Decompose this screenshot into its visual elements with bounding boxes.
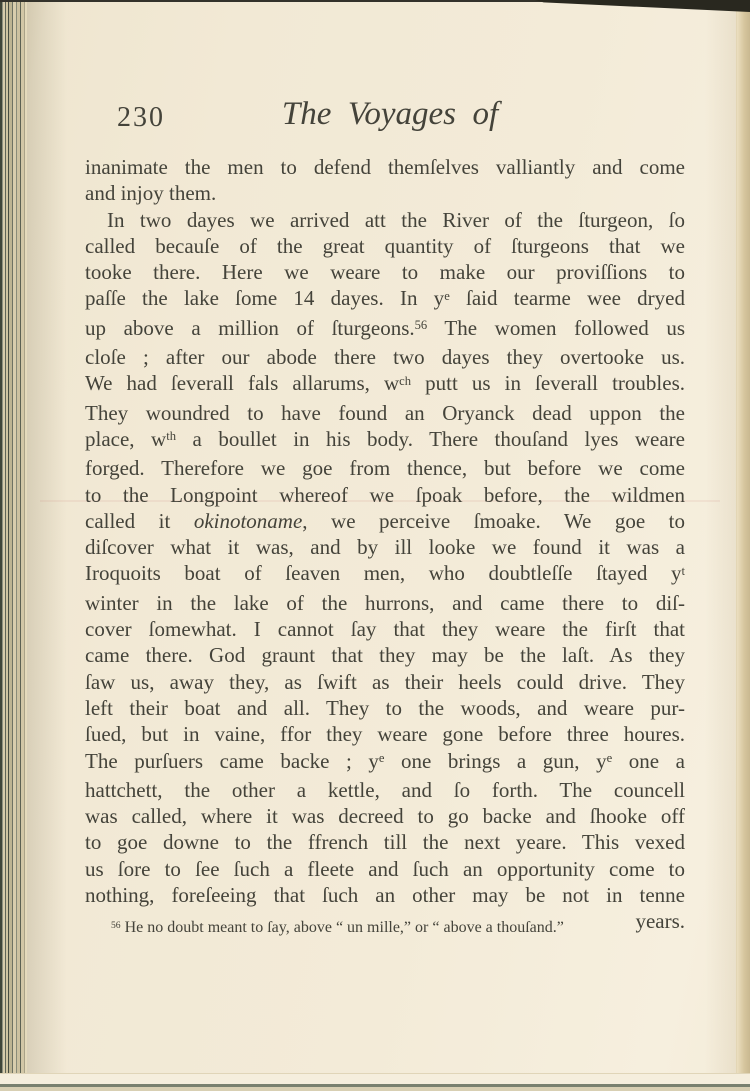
bottom-page-edge-stack: [0, 1087, 750, 1091]
text-line: to the Longpoint whereof we ſpoak before, the wildmen: [85, 482, 685, 507]
text-line: nothing, foreſeeing that ſuch an other may be not in tenne: [85, 883, 685, 908]
binding-edge: [0, 0, 27, 1084]
text-line: called becauſe of the great quantity of ſturgeons that we: [85, 233, 685, 258]
text-line: called it okinotoname, we perceive ſmoake. We goe to: [85, 508, 685, 533]
running-title: The Voyages of: [281, 96, 499, 132]
text-line: was called, where it was decreed to go backe and ſhooke off: [85, 804, 685, 829]
right-page-edge: [736, 0, 750, 1084]
text-line: place, $w^{th}$ a boullet in his body. There thouſand lyes weare: [85, 426, 685, 451]
text-line: In two dayes we arrived att the River of the ſturgeon, ſo: [107, 207, 685, 232]
page-number: 230: [117, 102, 165, 133]
text-line: us ſore to ſee ſuch a fleete and ſuch an opportunity come to: [85, 856, 685, 881]
text-line: cover ſomewhat. I cannot ſay that they weare the firſt that: [85, 617, 685, 642]
text-line: ſued, but in vaine, ffor they weare gone before three houres.: [85, 722, 685, 747]
text-line: The purſuers came backe ; $y^e$ one brings a gun, $y^e$ one a: [85, 748, 685, 773]
text-line: diſcover what it was, and by ill looke we found it was a: [85, 535, 685, 560]
text-line: We had ſeverall fals allarums, $w^{ch}$ putt us in ſeverall troubles.: [85, 371, 685, 396]
body-text: [85, 154, 685, 935]
text-line: up above a million of ſturgeons.$^{56}$ The women followed us: [85, 315, 685, 340]
gutter-shadow: [27, 0, 67, 1074]
bottom-page-edge-highlight: [0, 1073, 750, 1084]
top-right-corner-shadow: [535, 0, 750, 12]
text-line: came there. God graunt that they may be the laſt. As they: [85, 643, 685, 668]
text-line: years.: [635, 909, 685, 934]
text-line: and injoy them.: [85, 181, 217, 206]
footnote-text: $^{56}$ He no doubt meant to ſay, above “ un mille,” or “ above a thouſand.”: [111, 919, 564, 936]
right-page-shading: [705, 0, 737, 1084]
text-line: They woundred to have found an Oryanck dead uppon the: [85, 400, 685, 425]
text-line: hattchett, the other a kettle, and ſo forth. The councell: [85, 777, 685, 802]
text-line: Iroquoits boat of ſeaven men, who doubtleſſe ſtayed $y^t$: [85, 561, 685, 586]
text-line: forged. Therefore we goe from thence, but before we come: [85, 456, 685, 481]
text-line: tooke there. Here we weare to make our proviſſions to: [85, 260, 685, 285]
text-line: ſaw us, away they, as ſwift as their heels could drive. They: [85, 669, 685, 694]
text-line: to goe downe to the ffrench till the next yeare. This vexed: [85, 830, 685, 855]
text-line: inanimate the men to defend themſelves valliantly and come: [85, 155, 685, 179]
text-line: winter in the lake of the hurrons, and came there to diſ-: [85, 590, 685, 615]
text-line: paſſe the lake ſome 14 dayes. In $y^e$ ſaid tearme wee dryed: [85, 286, 685, 311]
text-line: left their boat and all. They to the woods, and weare pur-: [85, 695, 685, 720]
text-line: cloſe ; after our abode there two dayes they overtooke us.: [85, 345, 685, 370]
